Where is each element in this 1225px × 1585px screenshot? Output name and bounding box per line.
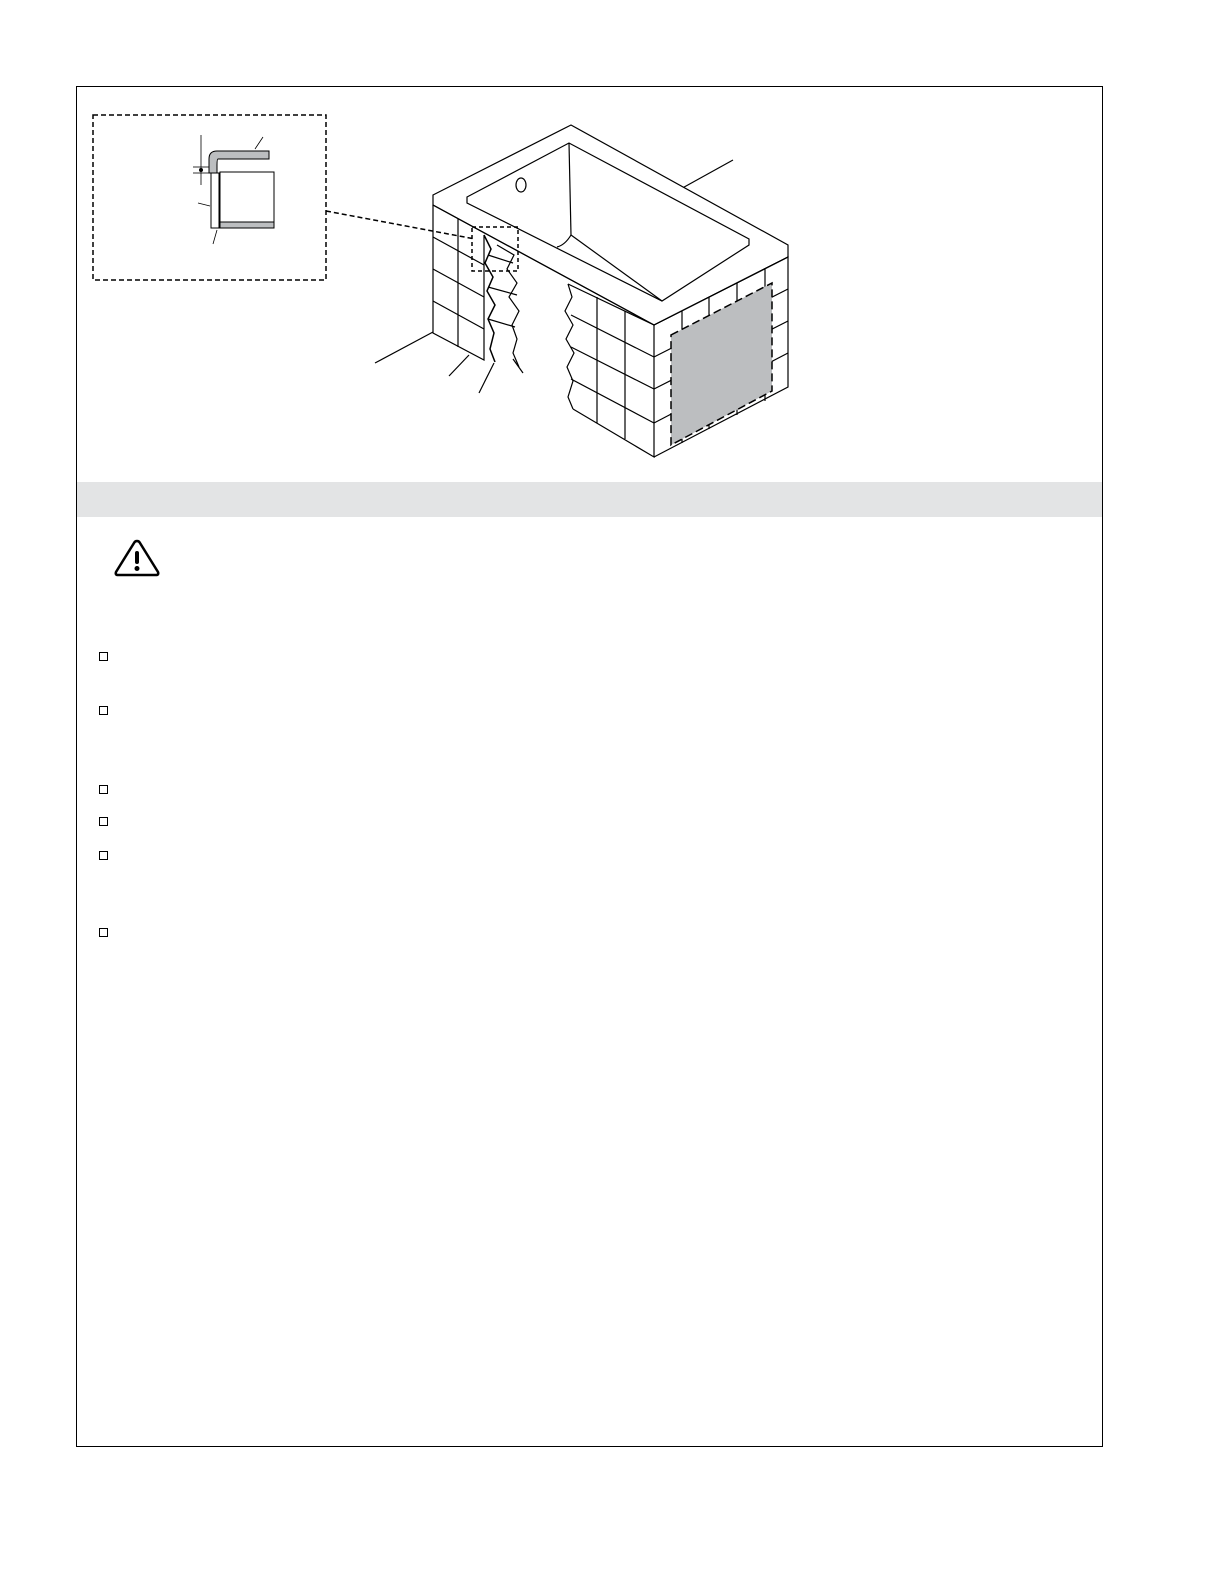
- checklist-item: [99, 926, 1079, 940]
- checklist-item: [99, 849, 1079, 863]
- checklist-item: [99, 815, 1079, 829]
- detail-callout: [93, 115, 475, 280]
- checkbox-icon[interactable]: [99, 928, 108, 937]
- checkbox-icon[interactable]: [99, 785, 108, 794]
- checkbox-icon[interactable]: [99, 652, 108, 661]
- tub-illustration: [375, 125, 788, 457]
- checkbox-icon[interactable]: [99, 817, 108, 826]
- checklist-item: [99, 650, 1079, 664]
- checkbox-icon[interactable]: [99, 706, 108, 715]
- warning-triangle-icon: [113, 538, 161, 578]
- checklist-item: [99, 704, 1079, 718]
- checklist-item: [99, 783, 1079, 797]
- installation-illustration: [77, 87, 1102, 482]
- page-frame: [76, 86, 1103, 1447]
- checkbox-icon[interactable]: [99, 851, 108, 860]
- section-header-band: [77, 482, 1102, 517]
